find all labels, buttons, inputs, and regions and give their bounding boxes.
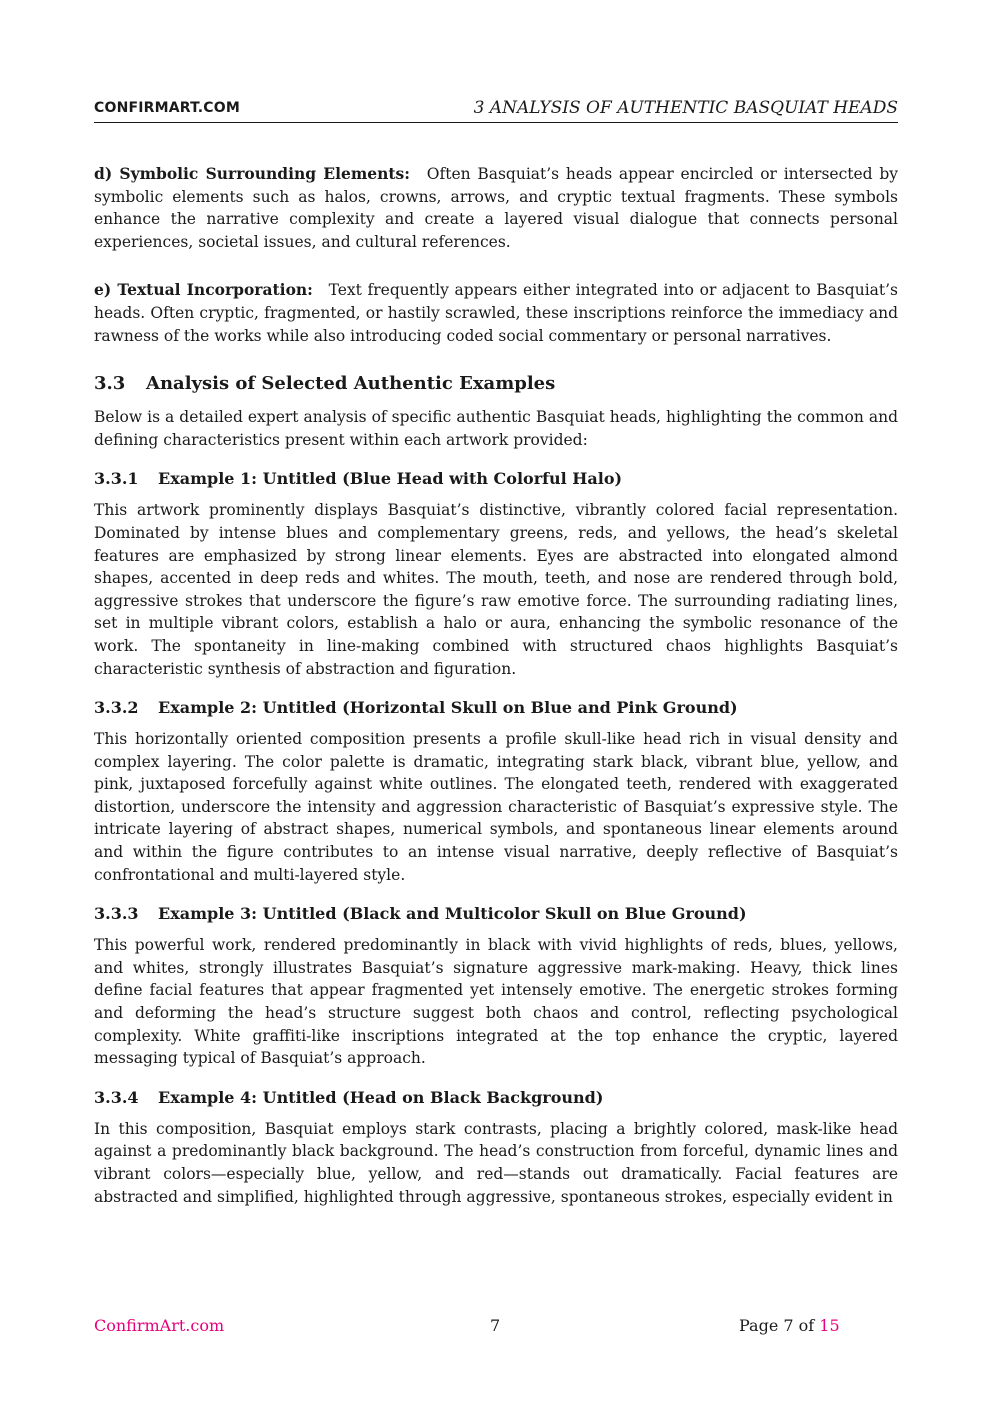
subsection-heading: [94, 904, 898, 923]
confirmart-logo: CONFIRMART.COM: [94, 100, 241, 116]
subsection-title: Example 1: Untitled (Blue Head with Colorful Halo): [158, 469, 623, 489]
paragraph-label: d) Symbolic Surrounding Elements:: [94, 164, 411, 183]
running-title: 3 ANALYSIS OF AUTHENTIC BASQUIAT HEADS: [473, 98, 898, 118]
subsection-heading: [94, 469, 898, 488]
section-intro: Below is a detailed expert analysis of specific authentic Basquiat heads, highlighting the common and defining characteristics present within each artwork provided:: [94, 408, 898, 449]
subsection-title: Example 4: Untitled (Head on Black Background): [158, 1087, 604, 1107]
footer-site-link[interactable]: ConfirmArt.com: [94, 1316, 225, 1335]
footer-page-count: [739, 1316, 840, 1335]
paragraph-text: Text frequently appears either integrated into or adjacent to Basquiat’s heads. Often cryptic, fragmented, or hastily scrawled, these inscriptions reinforce the immediacy and rawness of the works while also introducing coded social commentary or personal narratives.: [94, 281, 899, 345]
subsection-text: This artwork prominently displays Basquiat’s distinctive, vibrantly colored facial representation. Dominated by intense blues and complementary greens, reds, and yellows, the head’s skeletal features are emphasized by strong linear elements. Eyes are abstracted into elongated almond shapes, accented in deep reds and whites. The mouth, teeth, and nose are rendered through bold, aggressive strokes that underscore the figure’s raw emotive force. The surrounding radiating lines, set in multiple vibrant colors, establish a halo or aura, enhancing the symbolic resonance of the work. The spontaneity in line-making combined with structured chaos highlights Basquiat’s characteristic synthesis of abstraction and figuration.: [94, 501, 898, 678]
paragraph-textual-incorporation: [94, 279, 898, 347]
footer-page-label: Page 7 of: [739, 1316, 815, 1335]
page-header: [94, 98, 898, 123]
section-title: Analysis of Selected Authentic Examples: [146, 373, 556, 395]
subsection-number: 3.3.3: [94, 904, 139, 924]
subsection-title: Example 2: Untitled (Horizontal Skull on Blue and Pink Ground): [158, 698, 738, 718]
section-number: 3.3: [94, 373, 126, 395]
page-content: [94, 163, 898, 1208]
subsection-heading: [94, 698, 898, 717]
subsection-text: In this composition, Basquiat employs stark contrasts, placing a brightly colored, mask-like head against a predominantly black background. The head’s construction from forceful, dynamic lines and vibrant colors—especially blue, yellow, and red—stands out dramatically. Facial features are abstracted and simplified, highlighted through aggressive, spontaneous strokes, especially evident in: [94, 1119, 898, 1206]
subsection-number: 3.3.2: [94, 698, 139, 718]
paragraph-text: Often Basquiat’s heads appear encircled or intersected by symbolic elements such as halos, crowns, arrows, and cryptic textual fragments. These symbols enhance the narrative complexity and create a layered visual dialogue that connects personal experiences, societal issues, and cultural references.: [94, 165, 898, 251]
subsection-number: 3.3.1: [94, 469, 139, 489]
page-footer: [94, 1316, 898, 1338]
paragraph-label: e) Textual Incorporation:: [94, 280, 313, 300]
subsection-number: 3.3.4: [94, 1087, 139, 1107]
section-heading: [94, 373, 898, 394]
subsection-title: Example 3: Untitled (Black and Multicolor Skull on Blue Ground): [158, 904, 747, 924]
footer-total-pages[interactable]: 15: [819, 1316, 840, 1335]
subsection-text: This horizontally oriented composition presents a profile skull-like head rich in visual density and complex layering. The color palette is dramatic, integrating stark black, vibrant blue, yellow, and pink, juxtaposed forcefully against white outlines. The elongated teeth, rendered with exaggerated distortion, underscore the intensity and aggression characteristic of Basquiat’s expressive style. The intricate layering of abstract shapes, numerical symbols, and spontaneous linear elements around and within the figure contributes to an intense visual narrative, deeply reflective of Basquiat’s confrontational and multi-layered style.: [94, 730, 898, 884]
subsection-heading: [94, 1088, 898, 1107]
paragraph-symbolic-elements: [94, 163, 898, 253]
footer-page-number: 7: [490, 1316, 501, 1335]
subsection-text: This powerful work, rendered predominantly in black with vivid highlights of reds, blues, yellows, and whites, strongly illustrates Basquiat’s signature aggressive mark-making. Heavy, thick lines define facial features that appear fragmented yet intensely emotive. The energetic strokes forming and deforming the head’s structure suggest both chaos and control, reflecting psychological complexity. White graffiti-like inscriptions integrated at the top enhance the cryptic, layered messaging typical of Basquiat’s approach.: [94, 936, 898, 1068]
